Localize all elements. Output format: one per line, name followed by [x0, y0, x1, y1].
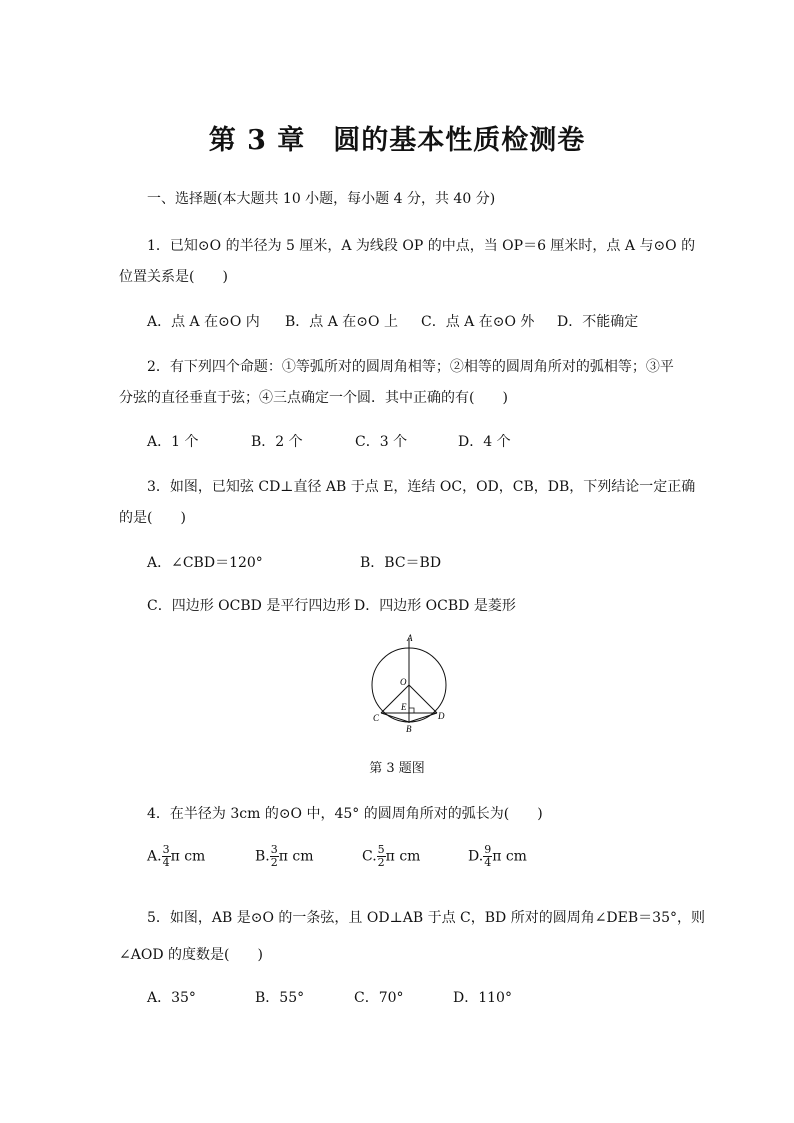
question-5-line-1: 5．如图，AB 是⊙O 的一条弦，且 OD⊥AB 于点 C，BD 所对的圆周角∠DEB＝35°，则	[147, 910, 705, 926]
question-1-line-2: 位置关系是( )	[119, 269, 228, 285]
question-3-option-a: A．∠CBD＝120°	[147, 555, 263, 571]
question-4-option-d	[468, 844, 527, 869]
question-2-option-d: D．4 个	[458, 434, 511, 450]
circle-geometry-figure	[365, 633, 455, 735]
question-3-option-d: D．四边形 OCBD 是菱形	[354, 598, 516, 614]
denominator: 4	[162, 856, 170, 869]
question-4-line-1: 4．在半径为 3cm 的⊙O 中，45° 的圆周角所对的弧长为( )	[147, 806, 543, 822]
question-5-option-a: A．35°	[147, 990, 196, 1006]
question-1-option-c: C．点 A 在⊙O 外	[421, 314, 535, 330]
question-3-line-2: 的是( )	[119, 510, 186, 526]
question-1-option-a: A．点 A 在⊙O 内	[147, 314, 260, 330]
question-1-line-1: 1．已知⊙O 的半径为 5 厘米，A 为线段 OP 的中点，当 OP＝6 厘米时，点 A 与⊙O 的	[147, 238, 696, 254]
question-4-option-b	[255, 844, 314, 869]
question-1-option-d: D．不能确定	[557, 314, 639, 330]
fraction	[483, 844, 492, 869]
label-d: D	[438, 711, 445, 721]
label-e: E	[401, 702, 407, 712]
question-5-option-c: C．70°	[354, 990, 404, 1006]
right-angle-mark	[409, 708, 414, 713]
question-2-option-a: A．1 个	[147, 434, 199, 450]
option-unit: π cm	[385, 848, 421, 865]
question-3-line-1: 3．如图，已知弦 CD⊥直径 AB 于点 E，连结 OC，OD，CB，DB，下列结论一定正确	[147, 479, 696, 495]
page-title: 第 3 章 圆的基本性质检测卷	[208, 125, 586, 156]
segment-od	[409, 685, 437, 713]
label-b: B	[406, 724, 412, 734]
question-2-option-c: C．3 个	[355, 434, 408, 450]
fraction	[162, 844, 171, 869]
figure-caption: 第 3 题图	[369, 761, 425, 776]
option-unit: π cm	[492, 848, 527, 865]
denominator: 4	[484, 856, 492, 869]
question-1-option-b: B．点 A 在⊙O 上	[285, 314, 398, 330]
question-5-option-d: D．110°	[453, 990, 512, 1006]
question-5-line-2: ∠AOD 的度数是( )	[119, 947, 263, 963]
denominator: 2	[377, 856, 385, 869]
option-unit: π cm	[170, 848, 206, 865]
section-heading: 一、选择题(本大题共 10 小题，每小题 4 分，共 40 分)	[147, 191, 496, 207]
question-3-option-c: C．四边形 OCBD 是平行四边形	[147, 598, 351, 614]
option-unit: π cm	[278, 848, 314, 865]
question-3-option-b: B．BC＝BD	[360, 555, 442, 571]
option-letter: A.	[147, 848, 162, 865]
question-4-option-a	[147, 844, 205, 869]
question-4-option-c	[362, 844, 420, 869]
segment-db	[409, 713, 437, 722]
question-2-option-b: B．2 个	[251, 434, 303, 450]
label-a: A	[407, 633, 413, 643]
label-c: C	[373, 713, 380, 723]
option-letter: C.	[362, 848, 377, 865]
question-2-line-1: 2．有下列四个命题：①等弧所对的圆周角相等；②相等的圆周角所对的弧相等；③平	[147, 359, 674, 375]
numerator: 3	[162, 843, 170, 856]
denominator: 2	[270, 856, 278, 869]
numerator: 3	[270, 843, 278, 856]
question-5-option-b: B．55°	[255, 990, 305, 1006]
option-letter: B.	[255, 848, 270, 865]
segment-cb	[381, 713, 409, 722]
fraction	[270, 844, 279, 869]
label-o: O	[400, 677, 407, 687]
numerator: 9	[484, 843, 492, 856]
fraction	[377, 844, 386, 869]
option-letter: D.	[468, 848, 484, 865]
numerator: 5	[377, 843, 385, 856]
question-2-line-2: 分弦的直径垂直于弦；④三点确定一个圆．其中正确的有( )	[119, 390, 508, 406]
